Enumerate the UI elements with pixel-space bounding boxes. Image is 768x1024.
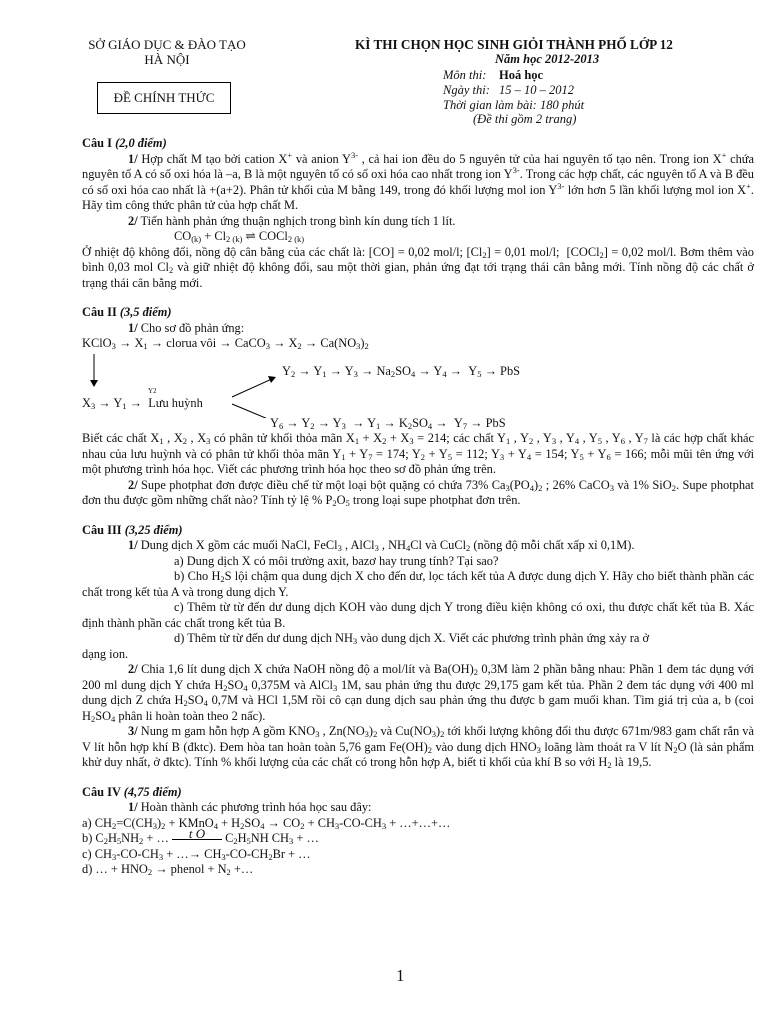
date-value: 15 – 10 – 2012 [499, 82, 574, 97]
exam-info [443, 68, 584, 127]
equation-b: b) $C_2H_5NH_2$ + … t O $C_2H_5NH$ $CH_3$ + … [82, 826, 319, 846]
department-line2: HÀ NỘI [144, 52, 190, 67]
question-1-part-2: 2/ Tiến hành phản ứng thuận nghịch trong bình kín dung tích 1 lít. [128, 213, 456, 228]
department-line1: SỞ GIÁO DỤC & ĐÀO TẠO [88, 37, 246, 52]
equation-a: a) $CH_2=C(CH_3)_2$ + KMnO$_4$ + $H_2SO_4 \to CO_2 + CH_3-CO-CH_3$ + …+…+… [82, 815, 451, 831]
question-3-part-3: 3/ Nung m gam hỗn hợp A gồm $KNO_3$ , $Zn(NO_3)_2$ và $Cu(NO_3)_2$ tới khối lượng không đổi thu được 671m/983 gam chất rắn và V lít hỗn hợp khí B (đktc). Đem hòa tan hoàn toàn 5,76 gam $Fe(OH)_2$ vào dung dịch $HNO_3$ loãng làm thoát ra V lít $N_2O$ (là sản phẩm khử duy nhất, ở đktc). Tính % khối lượng của các chất có trong hỗn hợp A, biết tỉ khối của khí B so với $H_2$ là 19,5. [82, 724, 755, 770]
question-2-part-1-text: Biết các chất $X_1$ , $X_2$ , $X_3$ có phân tử khối thỏa mãn $X_1 + X_2 + X_3 = 214$; các chất $Y_1$ , $Y_2$ , $Y_3$ , $Y_4$ , $Y_5$ , $Y_6$ , $Y_7$ là các hợp chất khác nhau của lưu huỳnh và có phân tử khối thỏa mãn $Y_1 + Y_7 = 174$; $Y_2 + Y_5 = 112$; $Y_3 + Y_4 = 154$; $Y_5 + Y_6 = 166$; mỗi mũi tên ứng với một phương trình hóa học. Viết các phương trình hóa học theo sơ đồ phản ứng trên. [82, 431, 755, 476]
scheme-branch-start: $X_3 \to Y_1$ → Lưu huỳnh [82, 395, 203, 411]
exam-content [82, 136, 754, 878]
question-3-1d: d) Thêm từ từ đến dư dung dịch $NH_3$ vào dung dịch X. Viết các phương trình phản ứng xảy ra ở [174, 631, 650, 646]
pages-note: (Đề thi gồm 2 trang) [473, 112, 577, 127]
question-4-part-1: 1/ Hoàn thành các phương trình hóa học sau đây: [128, 800, 372, 814]
exam-title: KÌ THI CHỌN HỌC SINH GIỎI THÀNH PHỐ LỚP 12 [355, 37, 673, 52]
page-number: 1 [396, 966, 405, 985]
question-3-1d-tail: dạng ion. [82, 646, 129, 661]
subject-value: Hoá học [499, 68, 544, 82]
question-2-part-1: 1/ Cho sơ đồ phản ứng: [128, 320, 245, 335]
question-2-part-2: 2/ Supe photphat đơn được điều chế từ một loại bột quặng có chứa 73% $Ca_3(PO_4)_2$ ; 26% CaCO$_3$ và 1% SiO$_2$. Supe photphat đơn thu được gồm những chất nào? Tính tỷ lệ % $P_2O_5$ trong loại supe photphat đơn trên. [82, 477, 755, 508]
department-header [82, 37, 252, 67]
question-1-part-2-text: Ở nhiệt độ không đổi, nồng độ cân bằng của các chất là: [CO] = 0,02 mol/l; $[Cl_2] = 0,01$ mol/l; [COCl$_2$] = 0,02 mol/l. Bơm thêm vào bình 0,03 mol $Cl_2$ và giữ nhiệt độ không đổi, sau một thời gian, phản ứng đạt tới trạng thái cân bằng mới. Tính nồng độ các chất ở trạng thái cân bằng mới. [82, 244, 754, 290]
official-label: ĐỀ CHÍNH THỨC [113, 90, 215, 105]
question-4-heading: Câu IV (4,75 điểm) [82, 784, 182, 799]
subject-label: Môn thi: [443, 68, 487, 82]
question-2-heading: Câu II (3,5 điểm) [82, 305, 172, 319]
equation-c: c) $CH_3-CO-CH_3$ + …→ $CH_3-CO-CH_2Br$ + … [82, 846, 311, 862]
scheme-branch-lower: $Y_6 \to Y_2 \to Y_3 \to Y_1 \to K_2SO_4 \to Y_7$ → PbS [270, 415, 506, 431]
question-3-1a: a) Dung dịch X có môi trường axit, bazơ hay trung tính? Tại sao? [174, 553, 499, 568]
equilibrium-equation: $CO_{(k)} + Cl_{2 (k)}$ ⇌ COCl$_{2 (k)}$ [174, 229, 305, 244]
equation-d: d) … + $HNO_2$ → phenol + $N_2$ +… [82, 862, 254, 877]
question-1-part-1: 1/ Hợp chất M tạo bởi cation X+ và anion $Y^{3-}$ , cả hai ion đều do 5 nguyên tử của hai nguyên tố tạo nên. Trong ion X+ chứa nguyên tố A có số oxi hóa là –a, B là một nguyên tố có số oxi hóa cao nhất trong ion $Y^{3-}$. Trong các hợp chất, các nguyên tố A và B đều có số oxi hóa cao nhất là +(a+2). Phân tử khối của M bằng 149, trong đó khối lượng mol ion $Y^{3-}$ lớn hơn 5 lần khối lượng mol ion X+. Hãy tìm công thức phân tử của hợp chất M. [82, 149, 755, 212]
question-3-1b: b) Cho $H_2S$ lội chậm qua dung dịch X cho đến dư, lọc tách kết tủa A được dung dịch Y. Hãy cho biết thành phần các chất trong kết tủa A và trong dung dịch Y. [82, 569, 754, 599]
question-3-1c: c) Thêm từ từ đến dư dung dịch KOH vào dung dịch Y trong điều kiện không có oxi, thu được chất kết tủa B. Xác định thành phần các chất trong kết tủa B. [82, 600, 754, 630]
reaction-scheme [82, 352, 754, 418]
question-3-part-1: 1/ Dung dịch X gồm các muối NaCl, FeCl$_3$ , AlCl$_3$ , $NH_4Cl$ và CuCl$_2$ (nồng độ mỗi chất xấp xỉ 0,1M). [128, 538, 635, 553]
school-year: Năm học 2012-2013 [495, 52, 600, 66]
time-limit: Thời gian làm bài: 180 phút [443, 97, 585, 112]
scheme-line-1: KClO$_3$ → $X_1$ → clorua vôi → CaCO$_3$ → $X_2 \to Ca(NO_3)_2$ [82, 336, 369, 351]
question-3-part-2: 2/ Chia 1,6 lít dung dịch X chứa NaOH nồng độ a mol/lít và $Ba(OH)_2$ 0,3M làm 2 phần bằng nhau: Phần 1 đem tác dụng với 200 ml dung dịch Y chứa $H_2SO_4$ 0,375M và AlCl$_3$ 1M, sau phản ứng thu được 29,175 gam kết tủa. Phần 2 đem tác dụng với 400 ml dung dịch Z chứa $H_2SO_4$ 0,7M và HCl 1,5M rồi cô cạn dung dịch sau phản ứng thu được b gam muối khan. Tìm giá trị của a, b (coi $H_2SO_4$ phân li hoàn toàn theo 2 nấc). [82, 662, 754, 724]
question-3-heading: Câu III (3,25 điểm) [82, 522, 183, 537]
official-stamp-box [97, 82, 231, 114]
question-1-heading: Câu I (2,0 điểm) [82, 136, 167, 150]
scheme-branch-upper: $Y_2 \to Y_1 \to Y_3 \to Na_2SO_4 \to Y_4 \to Y_5$ → PbS [282, 363, 521, 379]
date-label: Ngày thi: [443, 82, 490, 97]
y2-small-label: Y2 [148, 386, 157, 395]
